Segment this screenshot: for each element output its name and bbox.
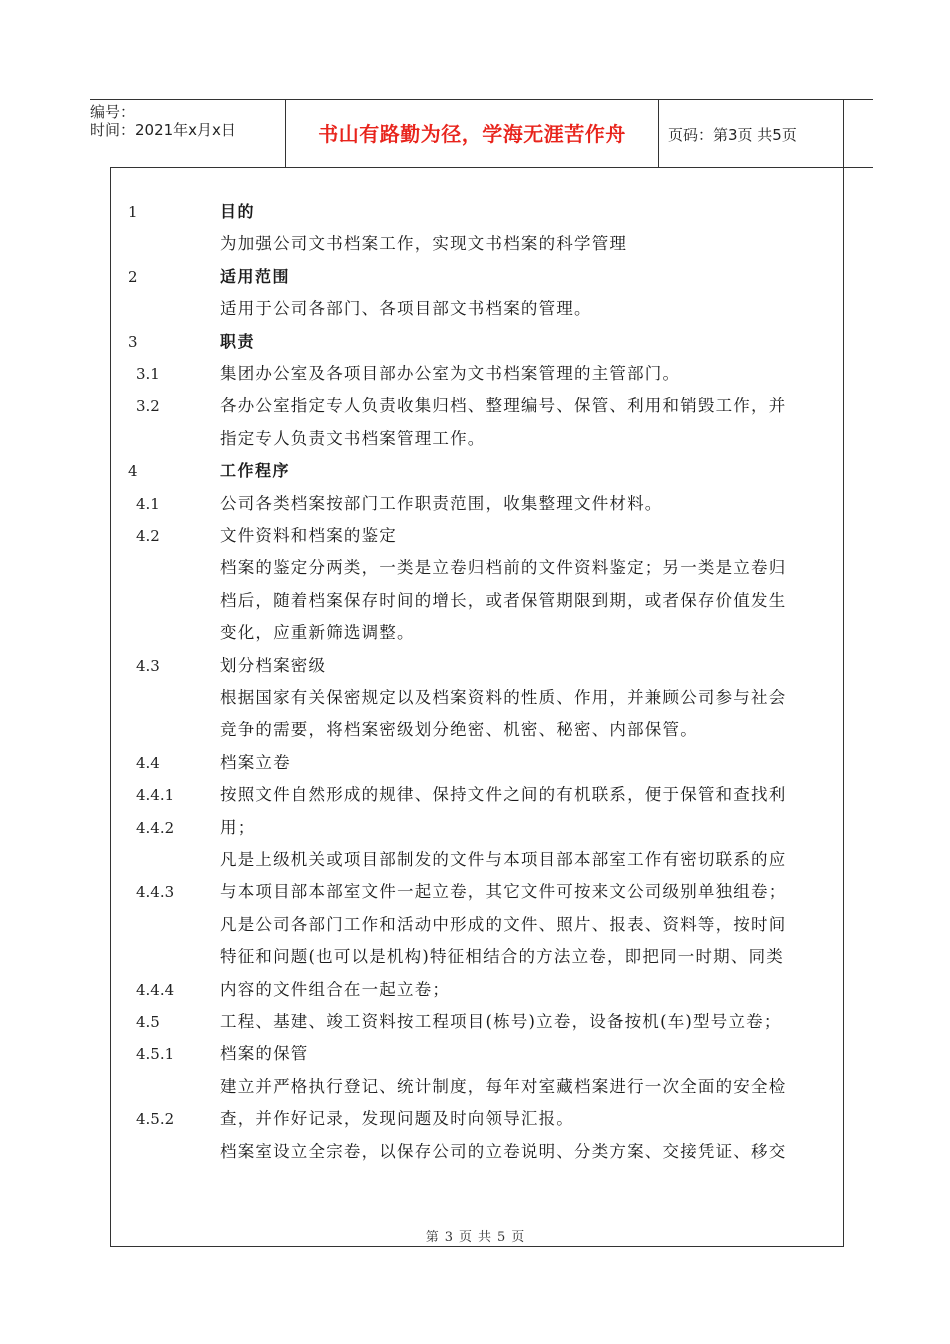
document-line [0, 390, 950, 422]
clause-number: 4.5 [136, 1013, 160, 1031]
document-line [0, 941, 950, 973]
section-number: 3 [128, 332, 138, 351]
clause-number: 4.2 [136, 527, 160, 545]
document-line [0, 779, 950, 811]
document-line [0, 1038, 950, 1070]
document-line [0, 909, 950, 941]
document-number-label: 编号： [90, 103, 136, 121]
paragraph-text: 档案室设立全宗卷，以保存公司的立卷说明、分类方案、交接凭证、移交 [220, 1141, 787, 1161]
document-line [0, 1136, 950, 1168]
footer-page-word: 页 [458, 1230, 472, 1245]
paragraph-text: 查，并作好记录，发现问题及时向领导汇报。 [220, 1109, 574, 1129]
paragraph-text: 竞争的需要，将档案密级划分绝密、机密、秘密、内部保管。 [220, 720, 698, 740]
clause-number: 4.4.4 [136, 980, 175, 999]
footer-total-pages: 5 [497, 1230, 506, 1245]
document-line [0, 1071, 950, 1103]
document-line [0, 423, 950, 455]
section-heading: 工作程序 [220, 461, 291, 481]
paragraph-text: 档案立卷 [220, 752, 291, 772]
section-heading: 目的 [220, 202, 256, 221]
paragraph-text: 文件资料和档案的鉴定 [220, 526, 397, 545]
document-line [0, 682, 950, 714]
header-motto: 书山有路勤为径，学海无涯苦作舟 [318, 122, 626, 146]
document-line [0, 844, 950, 876]
paragraph-text: 特征和问题(也可以是机构)特征相结合的方法立卷，即把同一时期、同类 [220, 947, 784, 967]
document-line [0, 650, 950, 682]
header-top-border [90, 99, 873, 100]
paragraph-text: 工程、基建、竣工资料按工程项目(栋号)立卷，设备按机(车)型号立卷； [220, 1012, 782, 1031]
header-page-info: 页码：第3页 共5页 [668, 126, 797, 144]
document-line [0, 488, 950, 520]
document-line [0, 747, 950, 779]
document-line [0, 261, 950, 293]
paragraph-text: 按照文件自然形成的规律、保持文件之间的有机联系，便于保管和查找利 [220, 785, 787, 805]
paragraph-text: 划分档案密级 [220, 655, 327, 675]
document-line [0, 812, 950, 844]
paragraph-text: 与本项目部本部室文件一起立卷，其它文件可按来文公司级别单独组卷； [220, 882, 787, 902]
paragraph-text: 变化，应重新筛选调整。 [220, 623, 415, 643]
paragraph-text: 凡是上级机关或项目部制发的文件与本项目部本部室工作有密切联系的应 [220, 850, 787, 869]
header-meta [90, 103, 236, 139]
document-line [0, 974, 950, 1006]
document-line [0, 1006, 950, 1038]
document-line [0, 1103, 950, 1135]
document-line [0, 617, 950, 649]
document-line [0, 585, 950, 617]
clause-number: 4.5.2 [136, 1110, 175, 1129]
paragraph-text: 根据国家有关保密规定以及档案资料的性质、作用，并兼顾公司参与社会 [220, 688, 787, 707]
section-number: 4 [128, 462, 138, 481]
paragraph-text: 指定专人负责文书档案管理工作。 [220, 428, 486, 448]
document-line [0, 876, 950, 908]
header-divider-3 [843, 99, 844, 167]
document-line [0, 714, 950, 746]
paragraph-text: 档案的鉴定分两类，一类是立卷归档前的文件资料鉴定；另一类是立卷归 [220, 558, 787, 578]
clause-number: 4.4.1 [136, 786, 175, 805]
section-heading: 适用范围 [220, 266, 291, 286]
section-heading: 职责 [220, 331, 256, 351]
clause-number: 4.4 [136, 753, 160, 772]
paragraph-text: 档后，随着档案保存时间的增长，或者保管期限到期，或者保存价值发生 [220, 590, 787, 610]
clause-number: 4.4.3 [136, 883, 175, 902]
paragraph-text: 集团办公室及各项目部办公室为文书档案管理的主管部门。 [220, 364, 681, 383]
paragraph-text: 公司各类档案按部门工作职责范围，收集整理文件材料。 [220, 493, 663, 513]
paragraph-text: 各办公室指定专人负责收集归档、整理编号、保管、利用和销毁工作，并 [220, 396, 787, 416]
paragraph-text: 适用于公司各部门、各项目部文书档案的管理。 [220, 299, 592, 319]
paragraph-text: 建立并严格执行登记、统计制度，每年对室藏档案进行一次全面的安全检 [220, 1076, 787, 1096]
clause-number: 4.1 [136, 494, 160, 513]
footer-page-number: 3 [444, 1230, 453, 1245]
document-line [0, 228, 950, 260]
clause-number: 4.4.2 [136, 818, 175, 837]
header-bottom-border [110, 167, 873, 168]
body-bottom-border [110, 1246, 843, 1247]
section-number: 1 [128, 203, 138, 221]
paragraph-text: 档案的保管 [220, 1044, 309, 1064]
document-line [0, 358, 950, 390]
document-line [0, 520, 950, 552]
document-line [0, 293, 950, 325]
paragraph-text: 凡是公司各部门工作和活动中形成的文件、照片、报表、资料等，按时间 [220, 914, 787, 934]
clause-number: 3.1 [136, 365, 160, 383]
clause-number: 4.5.1 [136, 1045, 175, 1064]
footer-prefix: 第 [425, 1230, 439, 1245]
paragraph-text: 为加强公司文书档案工作，实现文书档案的科学管理 [220, 234, 628, 254]
document-line [0, 196, 950, 228]
paragraph-text: 内容的文件组合在一起立卷； [220, 979, 451, 999]
paragraph-text: 用； [220, 817, 256, 837]
footer-total-word: 共 [478, 1230, 492, 1245]
clause-number: 3.2 [136, 397, 160, 416]
document-line [0, 455, 950, 487]
document-line [0, 552, 950, 584]
section-number: 2 [128, 267, 138, 286]
clause-number: 4.3 [136, 656, 160, 675]
document-line [0, 326, 950, 358]
page-footer [0, 1226, 950, 1245]
header-divider-2 [658, 99, 659, 167]
footer-suffix: 页 [511, 1230, 525, 1245]
document-date: 时间：2021年x月x日 [90, 121, 236, 139]
